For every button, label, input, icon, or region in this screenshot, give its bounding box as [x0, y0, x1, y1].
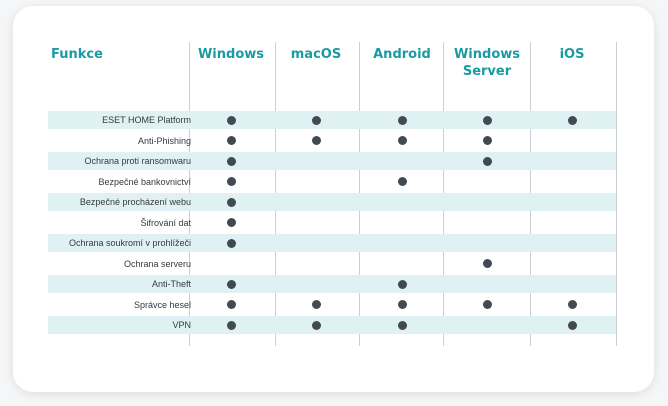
supported-dot-icon [312, 136, 321, 145]
table-row [48, 111, 616, 129]
supported-dot-icon [483, 259, 492, 268]
table-row [48, 275, 616, 293]
supported-dot-icon [398, 116, 407, 125]
feature-label: Ochrana proti ransomwaru [84, 156, 191, 166]
supported-dot-icon [227, 280, 236, 289]
table-row [48, 296, 616, 314]
feature-label: ESET HOME Platform [102, 115, 191, 125]
supported-dot-icon [398, 136, 407, 145]
feature-label: Správce hesel [133, 299, 191, 310]
platform-header: Windows Server [453, 47, 521, 79]
supported-dot-icon [227, 218, 236, 227]
table-row [48, 214, 616, 232]
supported-dot-icon [483, 157, 492, 166]
supported-dot-icon [398, 177, 407, 186]
supported-dot-icon [483, 300, 492, 309]
table-row [48, 234, 616, 252]
feature-label: Bezpečné bankovnictví [98, 176, 191, 187]
table-row [48, 152, 616, 170]
feature-label: Anti-Theft [151, 279, 191, 289]
supported-dot-icon [568, 300, 577, 309]
supported-dot-icon [398, 300, 407, 309]
supported-dot-icon [227, 321, 236, 330]
feature-label: Bezpečné procházení webu [79, 197, 191, 207]
supported-dot-icon [483, 136, 492, 145]
supported-dot-icon [227, 198, 236, 207]
table-row [48, 193, 616, 211]
table-row [48, 316, 616, 334]
supported-dot-icon [227, 239, 236, 248]
platform-header: macOS [290, 47, 342, 62]
table-row [48, 132, 616, 150]
supported-dot-icon [227, 157, 236, 166]
feature-label: Šifrování dat [140, 217, 191, 228]
supported-dot-icon [227, 177, 236, 186]
feature-label: Anti-Phishing [137, 135, 191, 146]
feature-label: Ochrana serveru [123, 258, 191, 269]
supported-dot-icon [568, 116, 577, 125]
platform-header: iOS [559, 47, 585, 62]
platform-header: Windows [197, 47, 265, 62]
supported-dot-icon [312, 321, 321, 330]
feature-column-header: Funkce [51, 47, 103, 62]
table-row [48, 255, 616, 273]
table-row [48, 173, 616, 191]
supported-dot-icon [312, 300, 321, 309]
supported-dot-icon [227, 136, 236, 145]
supported-dot-icon [312, 116, 321, 125]
supported-dot-icon [483, 116, 492, 125]
platform-header: Android [373, 47, 431, 62]
supported-dot-icon [568, 321, 577, 330]
feature-label: VPN [172, 320, 191, 330]
supported-dot-icon [398, 321, 407, 330]
feature-label: Ochrana soukromí v prohlížeči [68, 238, 191, 248]
supported-dot-icon [227, 300, 236, 309]
supported-dot-icon [398, 280, 407, 289]
column-divider [616, 42, 617, 346]
supported-dot-icon [227, 116, 236, 125]
